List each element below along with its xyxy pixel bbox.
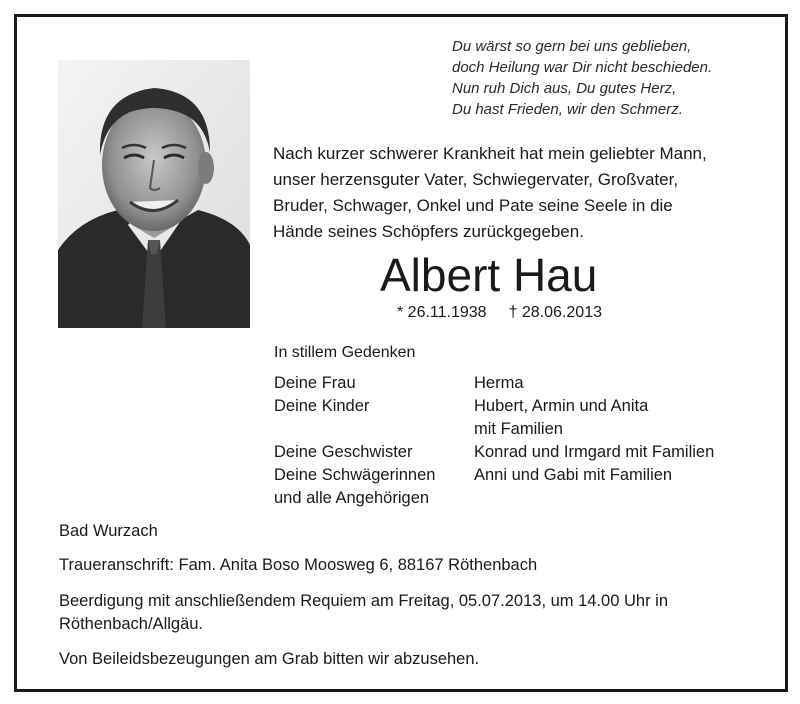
mourners-list <box>274 372 714 510</box>
poem-line: Du hast Frieden, wir den Schmerz. <box>452 101 683 118</box>
poem <box>452 36 712 120</box>
mourner-role: Deine Frau <box>274 374 356 392</box>
mourner-names: mit Familien <box>474 420 563 438</box>
birth-date: * 26.11.1938 <box>397 304 487 321</box>
intro-line: Nach kurzer schwerer Krankheit hat mein geliebter Mann, <box>273 144 707 163</box>
death-date: † 28.06.2013 <box>508 304 602 321</box>
mourner-names: Hubert, Armin und Anita <box>474 397 649 415</box>
intro-text <box>273 141 707 245</box>
poem-line: doch Heilung war Dir nicht beschieden. <box>452 59 713 76</box>
mourner-names: Konrad und Irmgard mit Familien <box>474 443 715 461</box>
intro-line: Bruder, Schwager, Onkel und Pate seine Seele in die <box>273 196 673 215</box>
mourner-names: Anni und Gabi mit Familien <box>474 466 673 484</box>
portrait-photo <box>58 60 250 328</box>
mourner-row <box>274 395 714 418</box>
condolence-note: Von Beileidsbezeugungen am Grab bitten wir abzusehen. <box>59 650 480 668</box>
mourner-role: Deine Schwägerinnen <box>274 466 436 484</box>
mourner-role <box>274 418 474 441</box>
funeral-line: Röthenbach/Allgäu. <box>59 615 204 633</box>
mourner-row <box>274 441 714 464</box>
mourner-role: Deine Kinder <box>274 397 370 415</box>
mourner-row <box>274 487 714 510</box>
mourner-names: Herma <box>474 374 524 392</box>
address-text: Traueranschrift: Fam. Anita Boso Moosweg 6, 88167 Röthenbach <box>59 556 538 574</box>
mourner-row <box>274 372 714 395</box>
place-text: Bad Wurzach <box>59 522 158 540</box>
funeral-line: Beerdigung mit anschließendem Requiem am Freitag, 05.07.2013, um 14.00 Uhr in <box>59 592 669 610</box>
poem-line: Nun ruh Dich aus, Du gutes Herz, <box>452 80 677 97</box>
mourner-role: Deine Geschwister <box>274 443 413 461</box>
mourner-role: und alle Angehörigen <box>274 489 430 507</box>
deceased-name: Albert Hau <box>380 249 598 301</box>
intro-line: Hände seines Schöpfers zurückgegeben. <box>273 222 584 241</box>
mourner-row <box>274 464 714 487</box>
life-dates <box>397 304 602 322</box>
poem-line: Du wärst so gern bei uns geblieben, <box>452 38 692 55</box>
mourner-row <box>274 418 714 441</box>
intro-line: unser herzensguter Vater, Schwiegervater, Großvater, <box>273 170 679 189</box>
gedenken-heading: In stillem Gedenken <box>274 344 416 361</box>
portrait-image <box>58 60 250 328</box>
